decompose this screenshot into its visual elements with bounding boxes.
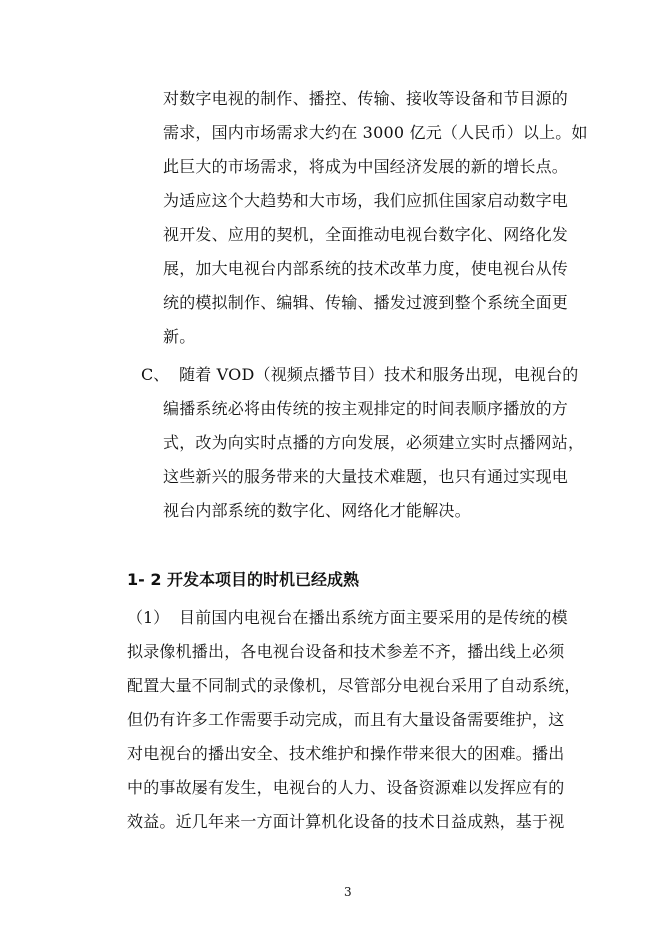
paragraph-line: 随着 VOD（视频点播节目）技术和服务出现，电视台的 — [179, 365, 579, 384]
list-marker: （1） — [127, 608, 170, 627]
list-marker: C、 — [141, 365, 170, 384]
paragraph-line: 对电视台的播出安全、技术维护和操作带来很大的困难。播出 — [127, 744, 565, 763]
paragraph-line: 视台内部系统的数字化、网络化才能解决。 — [163, 501, 471, 520]
page-number: 3 — [344, 885, 352, 899]
paragraph-line: 编播系统必将由传统的按主观排定的时间表顺序播放的方 — [163, 399, 569, 418]
paragraph-line: 需求，国内市场需求大约在 3000 亿元（人民币）以上。如 — [163, 123, 588, 142]
paragraph-line: 展，加大电视台内部系统的技术改革力度，使电视台从传 — [163, 259, 569, 278]
paragraph-line: 这些新兴的服务带来的大量技术难题，也只有通过实现电 — [163, 467, 569, 486]
paragraph-line: 式，改为向实时点播的方向发展，必须建立实时点播网站， — [163, 433, 585, 452]
paragraph-line: 为适应这个大趋势和大市场，我们应抓住国家启动数字电 — [163, 191, 569, 210]
paragraph-line: 中的事故屡有发生，电视台的人力、设备资源难以发挥应有的 — [127, 778, 565, 797]
paragraph-line: 此巨大的市场需求，将成为中国经济发展的新的增长点。 — [163, 157, 569, 176]
paragraph-line: 配置大量不同制式的录像机，尽管部分电视台采用了自动系统， — [127, 676, 581, 695]
paragraph-line: 拟录像机播出，各电视台设备和技术参差不齐，播出线上必须 — [127, 642, 565, 661]
paragraph-line: 视开发、应用的契机，全面推动电视台数字化、网络化发 — [163, 225, 569, 244]
paragraph-line: 效益。近几年来一方面计算机化设备的技术日益成熟，基于视 — [127, 812, 565, 831]
section-heading: 1- 2 开发本项目的时机已经成熟 — [127, 570, 360, 589]
paragraph-line: 统的模拟制作、编辑、传输、播发过渡到整个系统全面更 — [163, 293, 569, 312]
paragraph-line: 但仍有许多工作需要手动完成，而且有大量设备需要维护，这 — [127, 710, 565, 729]
paragraph-line: 目前国内电视台在播出系统方面主要采用的是传统的模 — [179, 608, 568, 627]
paragraph-line: 新。 — [163, 327, 196, 346]
paragraph-line: 对数字电视的制作、播控、传输、接收等设备和节目源的 — [163, 89, 569, 108]
